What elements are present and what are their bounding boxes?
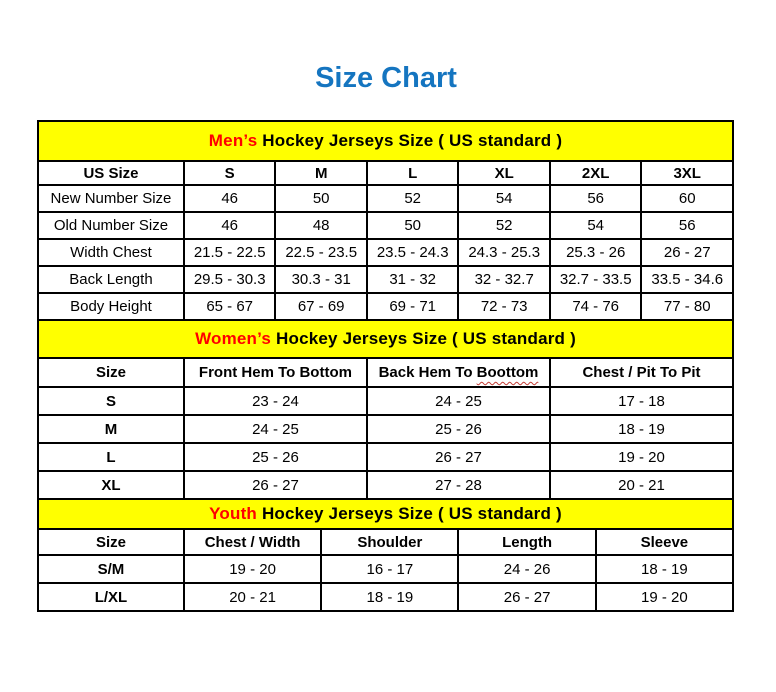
table-cell: 18 - 19 — [321, 583, 458, 611]
table-cell: 25 - 26 — [184, 443, 367, 471]
column-header-text: Back Hem To — [378, 364, 477, 381]
column-header: Chest / Pit To Pit — [550, 358, 733, 387]
row-label: Width Chest — [38, 239, 184, 266]
table-cell: 24 - 25 — [184, 415, 367, 443]
youth-banner-text: Hockey Jerseys Size ( US standard ) — [257, 504, 562, 523]
table-cell: 46 — [184, 185, 276, 212]
table-cell: 25 - 26 — [367, 415, 550, 443]
table-cell: 24 - 25 — [367, 387, 550, 415]
column-header: S — [184, 161, 276, 185]
table-cell: 54 — [550, 212, 642, 239]
table-cell: 24.3 - 25.3 — [458, 239, 550, 266]
column-header: Length — [458, 529, 595, 555]
mens-size-table — [37, 120, 734, 321]
table-cell: 19 - 20 — [550, 443, 733, 471]
table-cell: 31 - 32 — [367, 266, 459, 293]
table-cell: 32.7 - 33.5 — [550, 266, 642, 293]
column-header: Chest / Width — [184, 529, 321, 555]
table-cell: 24 - 26 — [458, 555, 595, 583]
table-cell: 77 - 80 — [641, 293, 733, 320]
row-label: Body Height — [38, 293, 184, 320]
column-header: Sleeve — [596, 529, 733, 555]
table-cell: 46 — [184, 212, 276, 239]
youth-banner-row — [38, 499, 733, 529]
youth-banner-highlight: Youth — [209, 504, 258, 523]
table-cell: 50 — [367, 212, 459, 239]
table-cell: 56 — [641, 212, 733, 239]
table-row — [38, 555, 733, 583]
table-row — [38, 266, 733, 293]
womens-banner-row — [38, 320, 733, 358]
row-label: XL — [38, 471, 184, 499]
womens-banner-highlight: Women’s — [195, 329, 272, 348]
table-cell: 20 - 21 — [184, 583, 321, 611]
column-header-misspelled — [367, 358, 550, 387]
row-label: L/XL — [38, 583, 184, 611]
table-row — [38, 212, 733, 239]
mens-column-header-row — [38, 161, 733, 185]
column-header: Size — [38, 358, 184, 387]
column-header: Front Hem To Bottom — [184, 358, 367, 387]
column-header: Shoulder — [321, 529, 458, 555]
table-cell: 22.5 - 23.5 — [275, 239, 367, 266]
table-cell: 26 - 27 — [367, 443, 550, 471]
table-cell: 19 - 20 — [596, 583, 733, 611]
table-cell: 56 — [550, 185, 642, 212]
row-label: S/M — [38, 555, 184, 583]
table-cell: 30.3 - 31 — [275, 266, 367, 293]
mens-banner-row — [38, 121, 733, 161]
table-cell: 65 - 67 — [184, 293, 276, 320]
tables-container — [37, 120, 734, 612]
womens-banner — [38, 320, 733, 358]
table-cell: 17 - 18 — [550, 387, 733, 415]
table-cell: 69 - 71 — [367, 293, 459, 320]
mens-banner-text: Hockey Jerseys Size ( US standard ) — [257, 131, 563, 150]
table-cell: 23.5 - 24.3 — [367, 239, 459, 266]
table-cell: 32 - 32.7 — [458, 266, 550, 293]
column-header: US Size — [38, 161, 184, 185]
row-label: S — [38, 387, 184, 415]
womens-banner-text: Hockey Jerseys Size ( US standard ) — [271, 329, 576, 348]
table-cell: 26 - 27 — [641, 239, 733, 266]
table-cell: 18 - 19 — [550, 415, 733, 443]
youth-size-table — [37, 498, 734, 612]
column-header: XL — [458, 161, 550, 185]
table-cell: 16 - 17 — [321, 555, 458, 583]
table-row — [38, 239, 733, 266]
table-row — [38, 415, 733, 443]
page-title: Size Chart — [315, 62, 457, 94]
table-row — [38, 583, 733, 611]
table-cell: 25.3 - 26 — [550, 239, 642, 266]
table-cell: 19 - 20 — [184, 555, 321, 583]
column-header: L — [367, 161, 459, 185]
table-cell: 27 - 28 — [367, 471, 550, 499]
row-label: New Number Size — [38, 185, 184, 212]
table-row — [38, 471, 733, 499]
row-label: Old Number Size — [38, 212, 184, 239]
womens-column-header-row — [38, 358, 733, 387]
column-header: M — [275, 161, 367, 185]
table-cell: 60 — [641, 185, 733, 212]
table-cell: 54 — [458, 185, 550, 212]
table-cell: 33.5 - 34.6 — [641, 266, 733, 293]
table-cell: 26 - 27 — [184, 471, 367, 499]
column-header: Size — [38, 529, 184, 555]
mens-banner — [38, 121, 733, 161]
table-cell: 23 - 24 — [184, 387, 367, 415]
youth-column-header-row — [38, 529, 733, 555]
column-header: 2XL — [550, 161, 642, 185]
table-cell: 74 - 76 — [550, 293, 642, 320]
youth-banner — [38, 499, 733, 529]
table-cell: 67 - 69 — [275, 293, 367, 320]
table-cell: 29.5 - 30.3 — [184, 266, 276, 293]
misspelled-word-squiggle: Boottom — [476, 364, 539, 381]
table-cell: 20 - 21 — [550, 471, 733, 499]
table-row — [38, 443, 733, 471]
womens-size-table — [37, 319, 734, 500]
table-cell: 26 - 27 — [458, 583, 595, 611]
table-cell: 72 - 73 — [458, 293, 550, 320]
table-cell: 48 — [275, 212, 367, 239]
table-row — [38, 387, 733, 415]
table-row — [38, 185, 733, 212]
row-label: Back Length — [38, 266, 184, 293]
table-row — [38, 293, 733, 320]
table-cell: 21.5 - 22.5 — [184, 239, 276, 266]
table-cell: 50 — [275, 185, 367, 212]
mens-banner-highlight: Men’s — [208, 131, 258, 150]
table-cell: 52 — [367, 185, 459, 212]
table-cell: 18 - 19 — [596, 555, 733, 583]
table-cell: 52 — [458, 212, 550, 239]
column-header: 3XL — [641, 161, 733, 185]
row-label: L — [38, 443, 184, 471]
row-label: M — [38, 415, 184, 443]
